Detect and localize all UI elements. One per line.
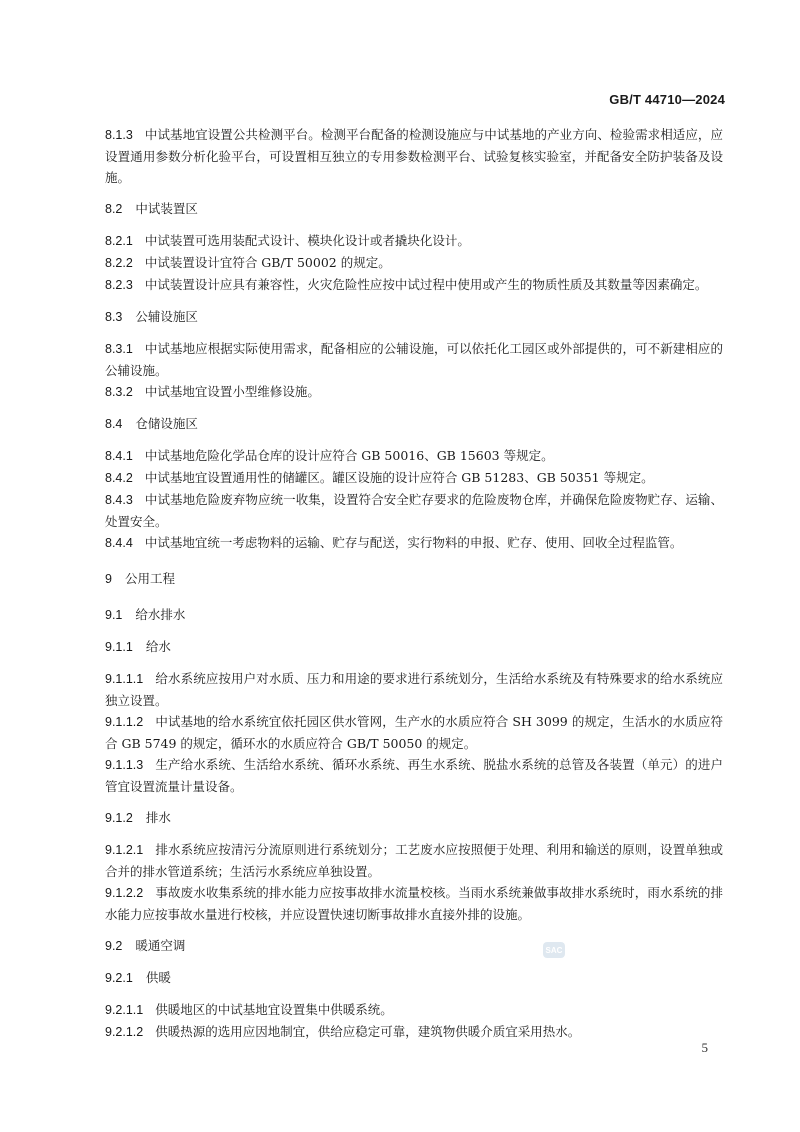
section-heading-9-2 <box>105 935 723 957</box>
clause-9-1-1-2 <box>105 711 723 754</box>
clause-8-2-2 <box>105 252 723 274</box>
heading-title: 排水 <box>145 810 171 825</box>
heading-number: 8.3 <box>105 310 123 324</box>
heading-number: 9.2.1 <box>105 971 133 985</box>
clause-text: 中试基地宜设置小型维修设施。 <box>144 384 320 399</box>
heading-number: 8.2 <box>105 202 123 216</box>
clause-number: 8.1.3 <box>105 128 133 142</box>
clause-9-1-1-3 <box>105 754 723 797</box>
clause-number: 9.1.2.2 <box>105 886 144 900</box>
clause-text: 中试装置设计宜符合 GB/T 50002 的规定。 <box>144 255 391 270</box>
clause-8-1-3 <box>105 124 723 188</box>
clause-number: 8.3.1 <box>105 342 133 356</box>
section-heading-8-2 <box>105 198 723 220</box>
clause-number: 8.4.2 <box>105 471 133 485</box>
clause-number: 9.2.1.1 <box>105 1003 144 1017</box>
chapter-number: 9 <box>105 572 112 586</box>
clause-8-3-1 <box>105 338 723 381</box>
clause-number: 8.3.2 <box>105 385 133 399</box>
clause-number: 8.4.4 <box>105 536 133 550</box>
clause-text: 中试基地宜设置公共检测平台。检测平台配备的检测设施应与中试基地的产业方向、检验需求相适应，应设置通用参数分析化验平台，可设置相互独立的专用参数检测平台、试验复核实验室，并配备安全防护装备及设施。 <box>105 127 723 185</box>
clause-number: 8.2.2 <box>105 256 133 270</box>
heading-title: 暖通空调 <box>135 938 186 953</box>
section-heading-9-1-2 <box>105 807 723 829</box>
clause-number: 9.1.2.1 <box>105 843 144 857</box>
clause-number: 9.1.1.1 <box>105 672 144 686</box>
clause-number: 9.2.1.2 <box>105 1025 144 1039</box>
clause-8-2-1 <box>105 230 723 252</box>
clause-number: 8.4.1 <box>105 449 133 463</box>
heading-number: 9.1.1 <box>105 640 133 654</box>
clause-number: 8.4.3 <box>105 493 133 507</box>
heading-title: 中试装置区 <box>135 201 198 216</box>
clause-8-4-2 <box>105 467 723 489</box>
clause-9-1-2-1 <box>105 839 723 882</box>
clause-text: 中试基地宜设置通用性的储罐区。罐区设施的设计应符合 GB 51283、GB 50351 等规定。 <box>144 470 654 485</box>
section-heading-9-1-1 <box>105 636 723 658</box>
chapter-heading-9 <box>105 568 723 590</box>
clause-text: 中试装置设计应具有兼容性，火灾危险性应按中试过程中使用或产生的物质性质及其数量等因素确定。 <box>144 277 708 292</box>
clause-text: 生产给水系统、生活给水系统、循环水系统、再生水系统、脱盐水系统的总管及各装置（单元）的进户管宜设置流量计量设备。 <box>105 757 723 794</box>
clause-9-1-1-1 <box>105 668 723 711</box>
heading-title: 公辅设施区 <box>135 309 198 324</box>
clause-text: 中试基地宜统一考虑物料的运输、贮存与配送，实行物料的申报、贮存、使用、回收全过程监管。 <box>144 535 683 550</box>
section-heading-9-1 <box>105 604 723 626</box>
clause-text: 事故废水收集系统的排水能力应按事故排水流量校核。当雨水系统兼做事故排水系统时，雨水系统的排水能力应按事故水量进行校核，并应设置快速切断事故排水直接外排的设施。 <box>105 885 723 922</box>
clause-number: 8.2.1 <box>105 234 133 248</box>
clause-9-2-1-1 <box>105 999 723 1021</box>
clause-8-2-3 <box>105 274 723 296</box>
heading-title: 给水 <box>145 639 171 654</box>
heading-number: 9.2 <box>105 939 123 953</box>
clause-text: 中试基地危险废弃物应统一收集，设置符合安全贮存要求的危险废物仓库，并确保危险废物贮存、运输、处置安全。 <box>105 492 723 529</box>
chapter-title: 公用工程 <box>124 571 175 586</box>
clause-text: 排水系统应按清污分流原则进行系统划分；工艺废水应按照便于处理、利用和输送的原则，设置单独或合并的排水管道系统；生活污水系统应单独设置。 <box>105 842 723 879</box>
clause-text: 供暖热源的选用应因地制宜，供给应稳定可靠，建筑物供暖介质宜采用热水。 <box>155 1024 581 1039</box>
document-body <box>105 124 723 1043</box>
standard-number: GB/T 44710—2024 <box>609 92 725 107</box>
clause-text: 中试基地应根据实际使用需求，配备相应的公辅设施，可以依托化工园区或外部提供的，可不新建相应的公辅设施。 <box>105 341 723 378</box>
section-heading-9-2-1 <box>105 967 723 989</box>
heading-number: 9.1 <box>105 608 123 622</box>
clause-text: 中试基地危险化学品仓库的设计应符合 GB 50016、GB 15603 等规定。 <box>144 448 554 463</box>
clause-text: 中试基地的给水系统宜依托园区供水管网，生产水的水质应符合 SH 3099 的规定，生活水的水质应符合 GB 5749 的规定，循环水的水质应符合 GB/T 50050 的规定。 <box>105 714 723 751</box>
heading-number: 8.4 <box>105 417 123 431</box>
page-number: 5 <box>701 1040 708 1055</box>
clause-9-2-1-2 <box>105 1021 723 1043</box>
clause-text: 供暖地区的中试基地宜设置集中供暖系统。 <box>155 1002 393 1017</box>
clause-8-4-3 <box>105 489 723 532</box>
clause-text: 中试装置可选用装配式设计、模块化设计或者撬块化设计。 <box>144 233 470 248</box>
clause-number: 8.2.3 <box>105 278 133 292</box>
clause-text: 给水系统应按用户对水质、压力和用途的要求进行系统划分，生活给水系统及有特殊要求的给水系统应独立设置。 <box>105 671 723 708</box>
clause-8-4-1 <box>105 445 723 467</box>
heading-title: 仓储设施区 <box>135 416 198 431</box>
clause-8-4-4 <box>105 532 723 554</box>
clause-number: 9.1.1.2 <box>105 715 144 729</box>
clause-9-1-2-2 <box>105 882 723 925</box>
clause-8-3-2 <box>105 381 723 403</box>
heading-title: 给水排水 <box>135 607 186 622</box>
heading-title: 供暖 <box>145 970 171 985</box>
section-heading-8-3 <box>105 306 723 328</box>
section-heading-8-4 <box>105 413 723 435</box>
sac-watermark-logo: SAC <box>543 942 565 958</box>
heading-number: 9.1.2 <box>105 811 133 825</box>
clause-number: 9.1.1.3 <box>105 758 144 772</box>
